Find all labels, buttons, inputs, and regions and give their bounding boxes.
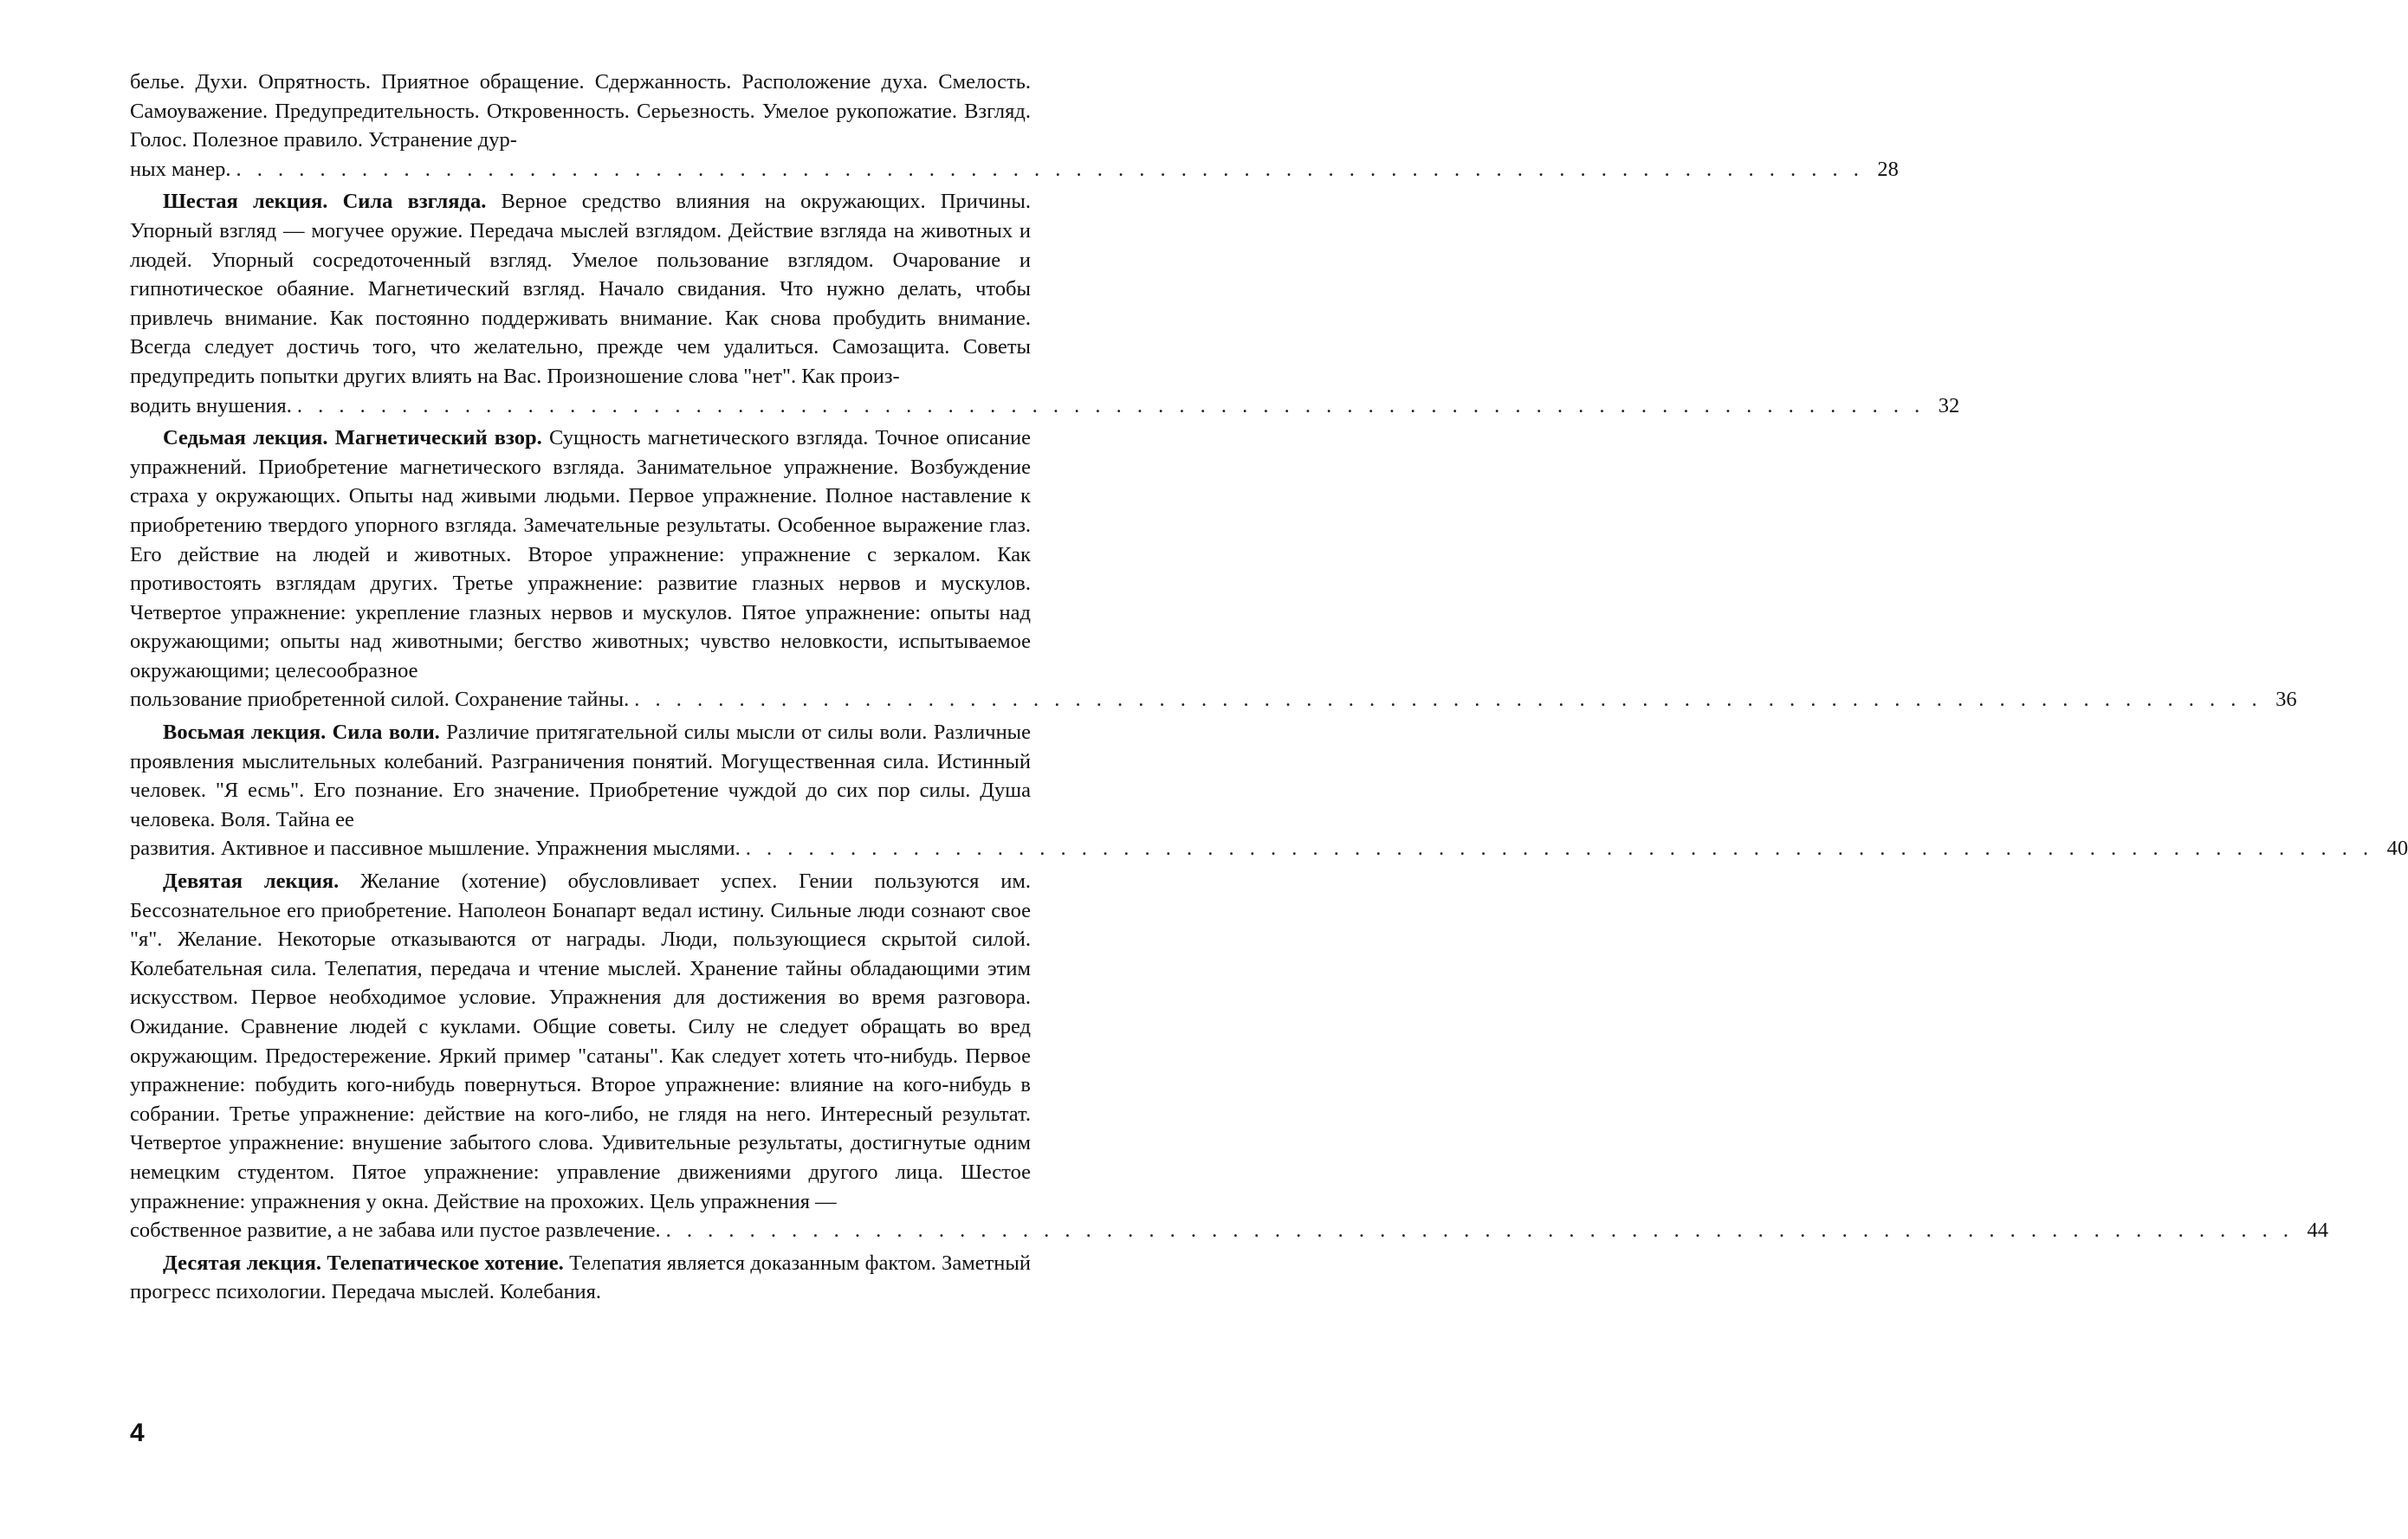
toc-entry-text: Различие притягательной силы мысли от силы воли. Различные проявления мыслительных колебаний. Разграничения понятий. Могущественная сила. Истинный человек. "Я есмь". Его познание. Его значение. Приобретение чуждой до сих пор силы. Душа человека. Воля. Тайна ее	[130, 721, 1032, 831]
toc-entry	[130, 187, 1960, 420]
dot-leader: . . . . . . . . . . . . . . . . . . . . . . . . . . . . . . . . . . . . . . . . . . . . . . . . . . . . . . . . . . . . . . . . . . . . . . . . . . . . . .	[296, 393, 1926, 417]
toc-entry-body	[130, 1249, 1031, 1307]
toc-entry-body	[130, 187, 1031, 391]
page-number: 4	[130, 1419, 145, 1447]
toc-page-ref: 44	[2307, 1219, 2328, 1243]
toc-entry-body	[130, 68, 1031, 155]
toc-entry-text: Желание (хотение) обусловливает успех. Гении пользуются им. Бессознательное его приобретение. Наполеон Бонапарт ведал истину. Сильные люди сознают свое "я". Желание. Некоторые отказываются от награды. Люди, пользующиеся скрытой силой. Колебательная сила. Телепатия, передача и чтение мыслей. Хранение тайны обладающими этим искусством. Первое необходимое условие. Упражнения для достижения во время разговора. Ожидание. Сравнение людей с куклами. Общие советы. Силу не следует обращать во вред окружающим. Предостережение. Яркий пример "сатаны". Как следует хотеть что-нибудь. Первое упражнение: побудить кого-нибудь повернуться. Второе упражнение: влияние на кого-нибудь в собрании. Третье упражнение: действие на кого-либо, не глядя на него. Интересный результат. Четвертое упражнение: внушение забытого слова. Удивительные результаты, достигнутые одним немецким студентом. Пятое упражнение: управление движениями другого лица. Шестое упражнение: упражнения у окна. Действие на прохожих. Цель упражнения —	[130, 870, 1032, 1213]
toc-entry-tail: развития. Активное и пассивное мышление. Упражнения мыслями.	[130, 837, 741, 861]
table-of-contents	[130, 68, 2408, 1310]
toc-page-ref: 28	[1877, 157, 1899, 181]
toc-entry-text: Сущность магнетического взгляда. Точное описание упражнений. Приобретение магнетического взгляда. Занимательное упражнение. Возбуждение страха у окружающих. Опыты над живыми людьми. Первое упражнение. Полное наставление к приобретению твердого упорного взгляда. Замечательные результаты. Особенное выражение глаз. Его действие на людей и животных. Второе упражнение: упражнение с зеркалом. Как противостоять взглядам других. Третье упражнение: развитие глазных нервов и мускулов. Четвертое упражнение: укрепление глазных нервов и мускулов. Пятое упражнение: опыты над окружающими; опыты над животными; бегство животных; чувство неловкости, испытываемое окружающими; целесообразное	[130, 426, 1032, 682]
toc-entry-body	[130, 867, 1031, 1216]
dot-leader: . . . . . . . . . . . . . . . . . . . . . . . . . . . . . . . . . . . . . . . . . . . . . . . . . . . . . . . . . . . . . . . . . . . . . . . . . . . . . .	[634, 688, 2262, 712]
dot-leader: . . . . . . . . . . . . . . . . . . . . . . . . . . . . . . . . . . . . . . . . . . . . . . . . . . . . . . . . . . . . . . . . . . . . . . . . . . . . . .	[236, 157, 1864, 181]
toc-entry-text: Телепатия является доказанным фактом. Заметный прогресс психологии. Передача мыслей. Колебания.	[130, 1251, 1031, 1304]
toc-entry	[130, 1249, 1031, 1307]
toc-entry-body	[130, 424, 1031, 685]
toc-entry-text: белье. Духи. Опрятность. Приятное обращение. Сдержанность. Расположение духа. Смелость. Самоуважение. Предупредительность. Откровенность. Серьезность. Умелое рукопожатие. Взгляд. Голос. Полезное правило. Устранение дур-	[130, 70, 1031, 152]
lecture-title: Восьмая лекция. Сила воли.	[163, 721, 440, 745]
lecture-title: Седьмая лекция. Магнетический взор.	[163, 426, 542, 450]
toc-entry-last-line	[130, 685, 2297, 715]
toc-entry-tail: собственное развитие, а не забава или пустое развлечение.	[130, 1219, 661, 1243]
toc-page-ref: 40	[2386, 837, 2408, 861]
toc-entry	[130, 68, 1899, 184]
toc-entry-last-line	[130, 155, 1899, 184]
toc-entry	[130, 424, 2297, 715]
toc-entry	[130, 718, 2408, 863]
toc-page-ref: 32	[1938, 393, 1960, 417]
toc-entry-last-line	[130, 391, 1960, 421]
lecture-title: Шестая лекция. Сила взгляда.	[163, 190, 487, 214]
toc-entry-last-line	[130, 834, 2408, 863]
toc-entry-text: Верное средство влияния на окружающих. Причины. Упорный взгляд — могучее оружие. Передача мыслей взглядом. Действие взгляда на животных и людей. Упорный сосредоточенный взгляд. Умелое пользование взглядом. Очарование и гипнотическое обаяние. Магнетический взгляд. Начало свидания. Что нужно делать, чтобы привлечь внимание. Как постоянно поддерживать внимание. Как снова пробудить внимание. Всегда следует достичь того, что желательно, прежде чем удалиться. Самозащита. Советы предупредить попытки других влиять на Вас. Произношение слова "нет". Как произ-	[130, 190, 1031, 388]
toc-entry-tail: ных манер.	[130, 157, 231, 181]
lecture-title: Десятая лекция. Телепатическое хотение.	[163, 1251, 564, 1275]
toc-page-ref: 36	[2275, 688, 2297, 712]
toc-entry-last-line	[130, 1216, 2328, 1245]
toc-entry	[130, 867, 2328, 1245]
dot-leader: . . . . . . . . . . . . . . . . . . . . . . . . . . . . . . . . . . . . . . . . . . . . . . . . . . . . . . . . . . . . . . . . . . . . . . . . . . . . . .	[665, 1219, 2294, 1243]
toc-entry-body	[130, 718, 1031, 834]
toc-entry-tail: водить внушения.	[130, 393, 292, 417]
toc-entry-tail: пользование приобретенной силой. Сохранение тайны.	[130, 688, 630, 712]
lecture-title: Девятая лекция.	[163, 870, 340, 894]
dot-leader: . . . . . . . . . . . . . . . . . . . . . . . . . . . . . . . . . . . . . . . . . . . . . . . . . . . . . . . . . . . . . . . . . . . . . . . . . . . . . .	[745, 837, 2374, 861]
